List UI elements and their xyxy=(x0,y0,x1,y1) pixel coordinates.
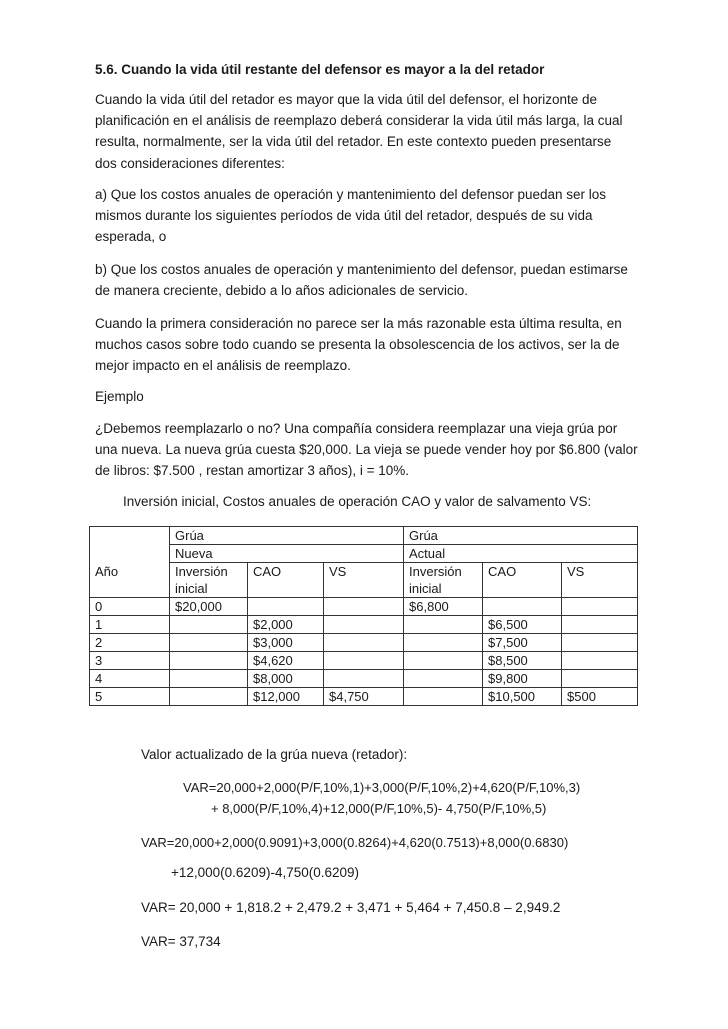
text-line: ¿Debemos reemplazarlo o no? Una compañía considera reemplazar una vieja grúa por xyxy=(95,421,618,436)
text-line: Cuando la vida útil del retador es mayor que la vida útil del defensor, el horizonte de xyxy=(95,92,598,107)
header-inicial-actual: inicial xyxy=(404,580,483,598)
cell-actual-cao: $6,500 xyxy=(483,616,562,634)
cell-nueva-cao xyxy=(248,598,324,616)
cell-actual-cao: $8,500 xyxy=(483,652,562,670)
cell-ano: 1 xyxy=(90,616,170,634)
cell-actual-vs xyxy=(562,616,638,634)
example-label: Ejemplo xyxy=(95,389,144,404)
cell-nueva-inversion xyxy=(170,652,248,670)
text-line: Cuando la primera consideración no parece ser la más razonable esta última resulta, en xyxy=(95,316,622,331)
header-grua-actual-2: Actual xyxy=(404,545,638,563)
text-line: una nueva. La nueva grúa cuesta $20,000. La vieja se puede vender hoy por $6.800 (valor xyxy=(95,442,638,458)
header-inicial-nueva: inicial xyxy=(170,580,248,598)
cell-nueva-inversion xyxy=(170,616,248,634)
header-grua-nueva-2: Nueva xyxy=(170,545,404,563)
text-line: mismos durante los siguientes períodos de vida útil del retador, después de su vida xyxy=(95,208,593,224)
equation-factors-line2: +12,000(0.6209)-4,750(0.6209) xyxy=(171,865,360,880)
cell-nueva-vs xyxy=(324,616,404,634)
header-vs-actual: VS xyxy=(562,563,638,598)
cell-actual-cao: $10,500 xyxy=(483,688,562,706)
cell-nueva-cao: $4,620 xyxy=(248,652,324,670)
paragraph-option-a xyxy=(95,184,643,248)
paragraph-example xyxy=(95,418,643,482)
cell-ano: 2 xyxy=(90,634,170,652)
paragraph-option-b xyxy=(95,259,643,301)
equation-var-line2: + 8,000(P/F,10%,4)+12,000(P/F,10%,5)- 4,750(P/F,10%,5) xyxy=(211,801,547,816)
text-line: mejor impacto en el análisis de reemplazo. xyxy=(95,358,351,374)
header-cao-nueva: CAO xyxy=(248,563,324,598)
header-ano-spacer xyxy=(95,580,164,597)
cell-actual-vs xyxy=(562,598,638,616)
text-line: planificación en el análisis de reemplazo deberá considerar la vida útil más larga, la cual xyxy=(95,113,623,129)
text-line: muchos casos sobre todo cuando se presenta la obsolescencia de los activos, ser la de xyxy=(95,337,620,353)
cell-actual-vs xyxy=(562,670,638,688)
cell-nueva-vs: $4,750 xyxy=(324,688,404,706)
cell-actual-vs xyxy=(562,634,638,652)
header-ano-text: Año xyxy=(95,564,119,579)
cell-actual-cao: $7,500 xyxy=(483,634,562,652)
header-inversion-nueva: Inversión xyxy=(170,563,248,581)
cell-nueva-inversion xyxy=(170,670,248,688)
cost-table xyxy=(89,526,638,706)
cell-actual-inversion xyxy=(404,688,483,706)
valor-actualizado-label: Valor actualizado de la grúa nueva (retador): xyxy=(141,747,408,762)
table-row xyxy=(90,634,638,652)
text-line: de manera creciente, debido a lo años adicionales de servicio. xyxy=(95,283,468,299)
header-cao-actual: CAO xyxy=(483,563,562,598)
table-header-row xyxy=(90,545,638,563)
cell-ano: 0 xyxy=(90,598,170,616)
cell-nueva-cao: $12,000 xyxy=(248,688,324,706)
cell-actual-inversion xyxy=(404,634,483,652)
cell-actual-cao xyxy=(483,598,562,616)
section-heading: 5.6. Cuando la vida útil restante del defensor es mayor a la del retador xyxy=(95,62,545,77)
cell-ano: 5 xyxy=(90,688,170,706)
text-line: dos consideraciones diferentes: xyxy=(95,155,285,171)
cell-nueva-inversion xyxy=(170,688,248,706)
cell-nueva-vs xyxy=(324,670,404,688)
paragraph-conclusion xyxy=(95,313,643,377)
cell-actual-inversion xyxy=(404,652,483,670)
table-caption: Inversión inicial, Costos anuales de operación CAO y valor de salvamento VS: xyxy=(123,494,592,509)
cell-nueva-vs xyxy=(324,634,404,652)
table-row xyxy=(90,598,638,616)
paragraph-intro xyxy=(95,89,643,174)
table-header-row xyxy=(90,527,638,545)
cell-actual-vs xyxy=(562,652,638,670)
table-row xyxy=(90,688,638,706)
cell-actual-cao: $9,800 xyxy=(483,670,562,688)
cell-ano: 3 xyxy=(90,652,170,670)
equation-var-line1: VAR=20,000+2,000(P/F,10%,1)+3,000(P/F,10%,2)+4,620(P/F,10%,3) xyxy=(183,780,581,795)
equation-values: VAR= 20,000 + 1,818.2 + 2,479.2 + 3,471 + 5,464 + 7,450.8 – 2,949.2 xyxy=(141,900,561,915)
table-row xyxy=(90,670,638,688)
text-line: resulta, normalmente, ser la vida útil del retador. En este contexto pueden presentarse xyxy=(95,134,612,150)
cell-ano: 4 xyxy=(90,670,170,688)
header-inversion-actual: Inversión xyxy=(404,563,483,581)
cell-actual-vs: $500 xyxy=(562,688,638,706)
cell-nueva-cao: $3,000 xyxy=(248,634,324,652)
cell-actual-inversion xyxy=(404,616,483,634)
equation-result: VAR= 37,734 xyxy=(141,934,221,949)
text-line: b) Que los costos anuales de operación y mantenimiento del defensor, puedan estimarse xyxy=(95,262,628,277)
cell-nueva-inversion xyxy=(170,634,248,652)
text-line: esperada, o xyxy=(95,229,167,245)
text-line: de libros: $7.500 , restan amortizar 3 años), i = 10%. xyxy=(95,463,410,479)
header-grua-actual-1: Grúa xyxy=(404,527,638,545)
text-line: a) Que los costos anuales de operación y mantenimiento del defensor puedan ser los xyxy=(95,187,607,202)
header-ano xyxy=(90,527,170,598)
cell-nueva-inversion: $20,000 xyxy=(170,598,248,616)
cell-nueva-vs xyxy=(324,598,404,616)
cell-actual-inversion xyxy=(404,670,483,688)
cell-nueva-vs xyxy=(324,652,404,670)
table-row xyxy=(90,652,638,670)
cell-nueva-cao: $8,000 xyxy=(248,670,324,688)
table-header-row xyxy=(90,563,638,581)
header-vs-nueva: VS xyxy=(324,563,404,598)
header-grua-nueva-1: Grúa xyxy=(170,527,404,545)
table-row xyxy=(90,616,638,634)
cell-actual-inversion: $6,800 xyxy=(404,598,483,616)
cell-nueva-cao: $2,000 xyxy=(248,616,324,634)
equation-factors-line1: VAR=20,000+2,000(0.9091)+3,000(0.8264)+4,620(0.7513)+8,000(0.6830) xyxy=(141,835,569,850)
